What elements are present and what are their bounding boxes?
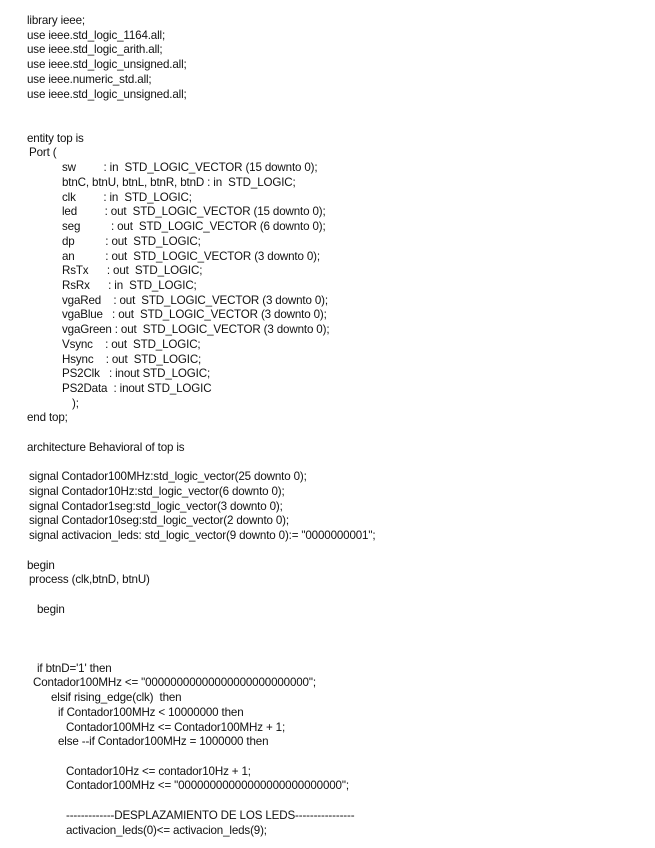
code-line: Contador100MHz <= "00000000000000000000000000";: [33, 676, 316, 690]
code-line: entity top is: [27, 131, 84, 145]
code-line: begin: [37, 602, 65, 616]
code-line: Port (: [29, 146, 57, 160]
code-line: clk : in STD_LOGIC;: [62, 190, 192, 204]
blank-line: [0, 632, 655, 647]
code-line: elsif rising_edge(clk) then: [51, 691, 182, 705]
code-line: Contador100MHz <= "00000000000000000000000000";: [66, 779, 349, 793]
code-line: seg : out STD_LOGIC_VECTOR (6 downto 0);: [62, 220, 326, 234]
blank-line: [0, 426, 655, 441]
code-line: RsTx : out STD_LOGIC;: [62, 264, 203, 278]
code-line: Vsync : out STD_LOGIC;: [62, 337, 201, 351]
code-line: use ieee.numeric_std.all;: [27, 72, 152, 86]
code-line: begin: [27, 558, 55, 572]
code-line: signal Contador10seg:std_logic_vector(2 downto 0);: [29, 514, 289, 528]
code-line: vgaGreen : out STD_LOGIC_VECTOR (3 downto 0);: [62, 323, 330, 337]
code-line: activacion_leds(0)<= activacion_leds(9);: [66, 823, 267, 837]
blank-line: [0, 647, 655, 662]
code-line: PS2Clk : inout STD_LOGIC;: [62, 367, 211, 381]
code-line: vgaBlue : out STD_LOGIC_VECTOR (3 downto 0);: [62, 308, 327, 322]
blank-line: [0, 750, 655, 765]
code-line: signal Contador100MHz:std_logic_vector(25 downto 0);: [29, 470, 307, 484]
code-line: Contador100MHz <= Contador100MHz + 1;: [66, 720, 286, 734]
blank-line: [0, 117, 655, 132]
code-line: vgaRed : out STD_LOGIC_VECTOR (3 downto 0);: [62, 293, 328, 307]
code-line: use ieee.std_logic_1164.all;: [27, 28, 166, 42]
code-line: signal activacion_leds: std_logic_vector(9 downto 0):= "0000000001";: [29, 529, 376, 543]
code-line: use ieee.std_logic_unsigned.all;: [27, 87, 187, 101]
code-line: RsRx : in STD_LOGIC;: [62, 278, 197, 292]
code-line: -------------DESPLAZAMIENTO DE LOS LEDS----------------: [66, 808, 355, 822]
code-line: sw : in STD_LOGIC_VECTOR (15 downto 0);: [62, 161, 318, 175]
code-line: use ieee.std_logic_arith.all;: [27, 43, 163, 57]
blank-line: [0, 617, 655, 632]
code-line: use ieee.std_logic_unsigned.all;: [27, 58, 187, 72]
code-document: [0, 14, 655, 838]
code-line: Contador10Hz <= contador10Hz + 1;: [66, 764, 251, 778]
code-line: if Contador100MHz < 10000000 then: [58, 705, 244, 719]
code-line: PS2Data : inout STD_LOGIC: [62, 381, 212, 395]
code-line: dp : out STD_LOGIC;: [62, 234, 201, 248]
code-line: Hsync : out STD_LOGIC;: [62, 352, 202, 366]
blank-line: [0, 794, 655, 809]
blank-line: [0, 102, 655, 117]
blank-line: [0, 544, 655, 559]
code-line: if btnD='1' then: [37, 661, 112, 675]
code-line: architecture Behavioral of top is: [27, 440, 185, 454]
code-line: btnC, btnU, btnL, btnR, btnD : in STD_LOGIC;: [62, 175, 296, 189]
code-line: else --if Contador100MHz = 1000000 then: [58, 735, 269, 749]
blank-line: [0, 456, 655, 471]
code-line: an : out STD_LOGIC_VECTOR (3 downto 0);: [62, 249, 320, 263]
code-line: led : out STD_LOGIC_VECTOR (15 downto 0);: [62, 205, 326, 219]
code-line: signal Contador1seg:std_logic_vector(3 downto 0);: [29, 499, 283, 513]
code-line: process (clk,btnD, btnU): [29, 573, 150, 587]
code-line: end top;: [27, 411, 68, 425]
code-line: library ieee;: [27, 14, 85, 27]
code-line: );: [72, 396, 79, 410]
code-line: signal Contador10Hz:std_logic_vector(6 downto 0);: [29, 485, 285, 498]
blank-line: [0, 588, 655, 603]
